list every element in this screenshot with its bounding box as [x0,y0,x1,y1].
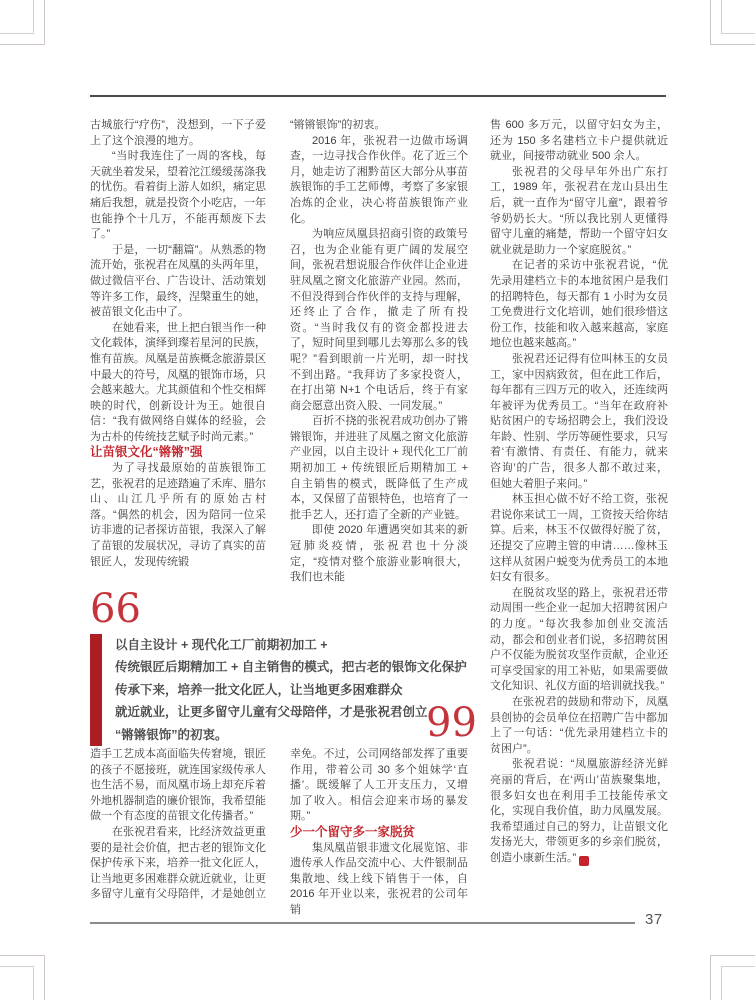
quote-line: 传统银匠后期精加工 + 自主销售的模式，把古老的银饰文化保护 [115,660,467,675]
paragraph [490,757,668,866]
paragraph: 2016 年，张祝君一边做市场调查，一边寻找合作伙伴。花了近三个月，她走访了湘黔苗区大部分从事苗族银饰的手工艺师傅，考察了多家银冶炼的企业，决心将苗族银饰产业化。 [290,134,468,225]
paragraph: 在张祝君的鼓励和带动下，凤凰县创协的会员单位在招聘广告中都加上了一句话：“优先录用建档立卡的贫困户”。 [490,695,668,755]
column-3 [490,118,668,867]
paragraph: 在脱贫攻坚的路上，张祝君还带动周围一些企业一起加大招聘贫困户的力度。“每次我参加创业交流活动，都会和创业者们说，多招聘贫困户不仅能为脱贫攻坚作贡献，企业还可享受国家的用工补贴，如果需要做文化知识、礼仪方面的培训就找我。” [490,586,668,693]
paragraph: 造手工艺成本高面临失传窘境，银匠的孩子不愿接班，就连国家级传承人也生活不易，而凤凰市场上却充斥着外地机器制造的廉价银饰，我希望能做一个有态度的苗银文化传播者。” [90,748,266,823]
quote-red-bar [90,634,102,746]
paragraph: “当时我连住了一周的客栈，每天就坐着发呆，望着沱江缓缓荡涤我的忧伤。看着街上游人如织，痛定思痛后我想，就是投资个小吃店，一年也能挣个十几万，不能再颓废下去了。” [90,150,266,241]
quote-text [115,634,467,746]
bottom-rule [90,922,635,924]
paragraph: 在张祝君看来，比经济效益更重要的是社会价值，把古老的银饰文化保护传承下来，培养一批文化匠人，让当地更多困难群众就近就业，让更多留守儿童有父母陪伴，才是她创立 [90,825,266,901]
column-2-lower [290,747,468,919]
crop-mark-top-right [695,0,755,60]
paragraph: 即使 2020 年遭遇突如其来的新冠肺炎疫情，张祝君也十分淡定，“疫情对整个旅游业影响很大，我们也未能 [290,524,468,584]
article-end-mark: // [579,856,589,866]
page-number: 37 [645,911,663,928]
paragraph: 在她看来，世上把白银当作一种文化载体，演绎到璨若星河的民族，惟有苗族。凤凰是苗族概念旅游景区中最大的符号，凤凰的银饰市场，只会越来越大。尤其颜值和个性交相辉映的时代，创新设计为王。她很自信：“我有做网络自媒体的经验，会为古朴的传统技艺赋予时尚元素。” [90,321,266,443]
quote-line: 就近就业，让更多留守儿童有父母陪伴，才是张祝君创立 [115,705,428,720]
paragraph: 百折不挠的张祝君成功创办了锵锵银饰，并进驻了凤凰之窗文化旅游产业园，以自主设计 + 现代化工厂前期初加工 + 传统银匠后期精加工 + 自主销售的模式，既降低了生产成本，又保留了苗银特色，也培育了一批手艺人，还打造了全新的产业链。 [290,415,468,521]
quote-line: 以自主设计 + 现代化工厂前期初加工 + [115,638,328,652]
paragraph: 集凤凰苗银非遗文化展览馆、非遗传承人作品交流中心、大件银制品集散地、线上线下销售于一体，自 2016 年开业以来，张祝君的公司年销 [290,841,468,916]
paragraph-text: 张祝君说：“凤凰旅游经济光鲜亮丽的背后，在‘两山’苗族聚集地，很多妇女也在利用手工技能传承文化，实现自我价值，助力凤凰发展。我希望通过自己的努力，让苗银文化发扬光大，带领更多的乡亲们脱贫，创造小康新生活。” [490,758,668,864]
column-1-upper [90,118,266,570]
paragraph: 林玉担心做不好不给工资，张祝君说你来试工一周，工资按天给你结算。后来，林玉不仅做得好脱了贫，还提交了应聘主管的申请……像林玉这样从贫困户蜕变为优秀员工的本地妇女有很多。 [490,493,668,584]
top-rule [90,95,666,97]
section-heading-2: 少一个留守多一家脱贫 [290,824,416,839]
close-quote-mark-icon: 99 [426,700,477,746]
open-quote-mark-icon: 66 [90,586,141,632]
crop-mark-bottom-left [0,940,60,1000]
paragraph: 为了寻找最原始的苗族银饰工艺，张祝君的足迹踏遍了禾库、腊尔山、山江几乎所有的原始古村落。“偶然的机会，因为陪同一位采访非遗的记者探访苗银，我深入了解了苗银的发展状况，寻访了真实的苗银匠人，发现传统锻 [90,462,266,568]
paragraph: 幸免。不过，公司网络部发挥了重要作用，带着公司 30 多个姐妹学‘直播’。既缓解了人工开支压力，又增加了收入。相信会迎来市场的暴发期。” [290,748,468,823]
pull-quote [90,586,477,746]
paragraph: 在记者的采访中张祝君说，“优先录用建档立卡的本地贫困户是我们的招聘特色，每天都有 1 小时为女员工免费进行文化培训，她们很珍惜这份工作，技能和收入越来越高，家庭地位也越来越高。” [490,259,668,350]
paragraph: 售 600 多万元，以留守妇女为主，还为 150 多名建档立卡户提供就近就业，间接带动就业 500 余人。 [490,119,668,163]
quote-line: 传承下来，培养一批文化匠人，让当地更多困难群众 [115,682,403,697]
crop-mark-top-left [0,0,60,60]
quote-line: “锵锵银饰”的初衷。 [115,727,228,742]
column-1-lower [90,747,266,903]
paragraph: 古城旅行“疗伤”，没想到，一下子爱上了这个浪漫的地方。 [90,119,266,147]
paragraph: 于是，一切“翻篇”。从熟悉的物流开始，张祝君在凤凰的头两年里，做过微信平台、广告设计、活动策划等许多工作，最终，涅槃重生的她，被苗银文化击中了。 [90,243,266,319]
paragraph: 张祝君还记得有位叫林玉的女员工，家中因病致贫，但在此工作后，每年都有三四万元的收入，还连续两年被评为优秀员工。“当年在政府补贴贫困户的专场招聘会上，我们没设年龄、性别、学历等硬性要求，只写着‘有激情、有责任、有能力，就来咨询’的广告，很多人都不敢过来，但她大着胆子来问。” [490,352,668,490]
section-heading-1: 让苗银文化“锵锵”强 [90,445,203,460]
paragraph: 张祝君的父母早年外出广东打工，1989 年，张祝君在龙山县出生后，就一直作为“留守儿童”，跟着爷爷奶奶长大。“所以我比别人更懂得留守儿童的痛楚，帮助一个留守妇女就业就是助力一个家庭脱贫。” [490,165,668,256]
column-2-upper [290,118,468,586]
paragraph: 为响应凤凰县招商引资的政策号召，也为企业能有更广阔的发展空间，张祝君想说服合作伙伴让企业进驻凤凰之窗文化旅游产业园。然而，不但没得到合作伙伴的支持与理解，还终止了合作，撤走了所有投资。“当时我仅有的资金都投进去了，短时间里到哪儿去筹那么多的钱呢？”看到眼前一片光明，却一时找不到出路。“我拜访了多家投资人，在打出第 N+1 个电话后，终于有家商会愿意出资入股、一同发展。” [290,228,468,412]
crop-mark-bottom-right [695,940,755,1000]
paragraph: “锵锵银饰”的初衷。 [290,119,386,131]
